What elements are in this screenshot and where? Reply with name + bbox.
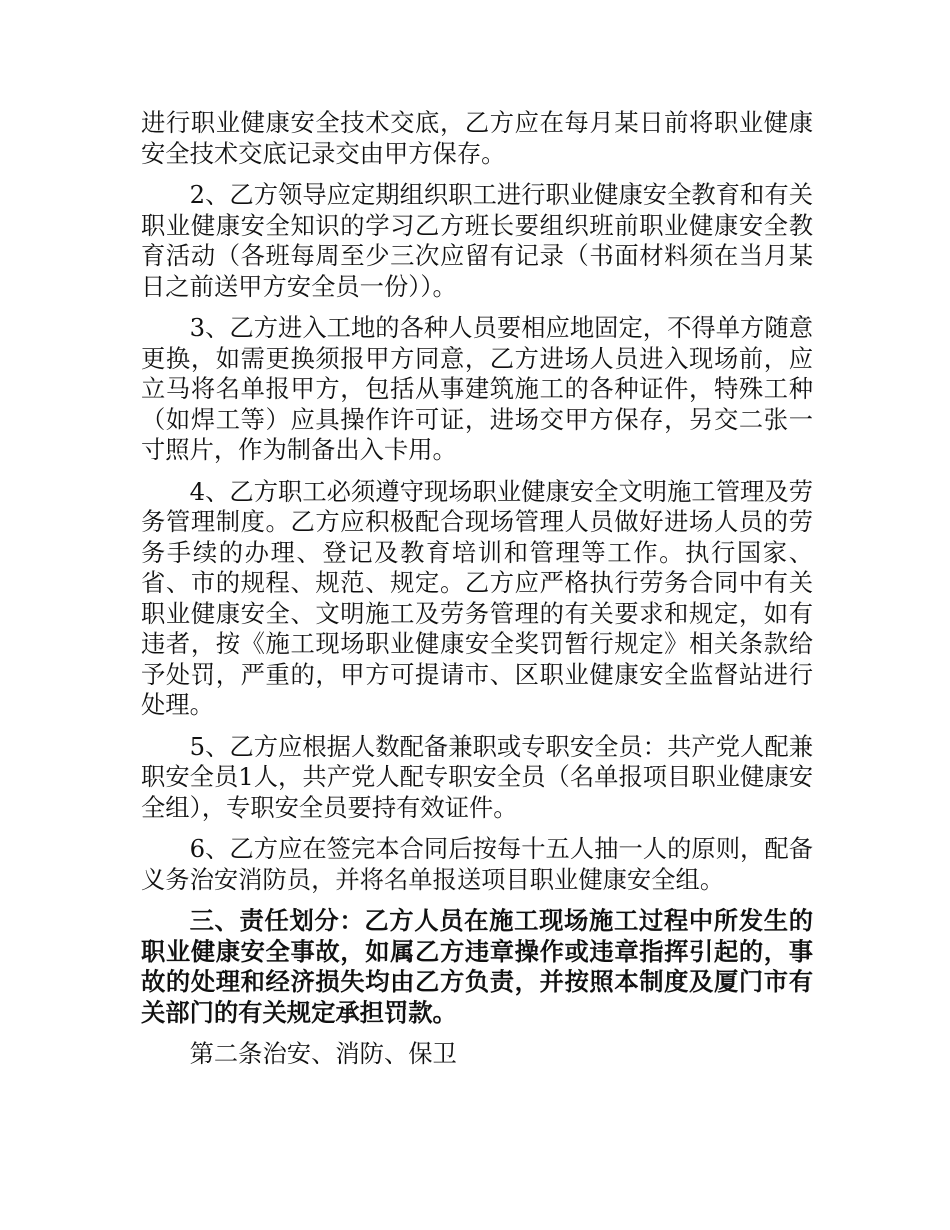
- section-responsibility-division: 三、责任划分：乙方人员在施工现场施工过程中所发生的职业健康安全事故，如属乙方违章操作或违章指挥引起的，事故的处理和经济损失均由乙方负责，并按照本制度及厦门市有关部门的有关规定承担罚款。: [141, 906, 813, 1027]
- paragraph-item-5: 5、乙方应根据人数配备兼职或专职安全员：共产党人配兼职安全员1人，共产党人配专职安全员（名单报项目职业健康安全组），专职安全员要持有效证件。: [141, 731, 813, 822]
- paragraph-item-4: 4、乙方职工必须遵守现场职业健康安全文明施工管理及劳务管理制度。乙方应积极配合现场管理人员做好进场人员的劳务手续的办理、登记及教育培训和管理等工作。执行国家、省、市的规程、规范、规定。乙方应严格执行劳务合同中有关职业健康安全、文明施工及劳务管理的有关要求和规定，如有违者，按《施工现场职业健康安全奖罚暂行规定》相关条款给予处罚，严重的，甲方可提请市、区职业健康安全监督站进行处理。: [141, 476, 813, 719]
- paragraph-item-2: 2、乙方领导应定期组织职工进行职业健康安全教育和有关职业健康安全知识的学习乙方班长要组织班前职业健康安全教育活动（各班每周至少三次应留有记录（书面材料须在当月某日之前送甲方安全员一份））。: [141, 180, 813, 301]
- paragraph-item-6: 6、乙方应在签完本合同后按每十五人抽一人的原则，配备义务治安消防员，并将名单报送项目职业健康安全组。: [141, 834, 813, 894]
- document-page: [141, 108, 813, 1081]
- paragraph-continuation: 进行职业健康安全技术交底，乙方应在每月某日前将职业健康安全技术交底记录交由甲方保存。: [141, 108, 813, 168]
- paragraph-item-3: 3、乙方进入工地的各种人员要相应地固定，不得单方随意更换，如需更换须报甲方同意，乙方进场人员进入现场前，应立马将名单报甲方，包括从事建筑施工的各种证件，特殊工种（如焊工等）应具操作许可证，进场交甲方保存，另交二张一寸照片，作为制备出入卡用。: [141, 313, 813, 464]
- article-heading: 第二条治安、消防、保卫: [189, 1039, 457, 1068]
